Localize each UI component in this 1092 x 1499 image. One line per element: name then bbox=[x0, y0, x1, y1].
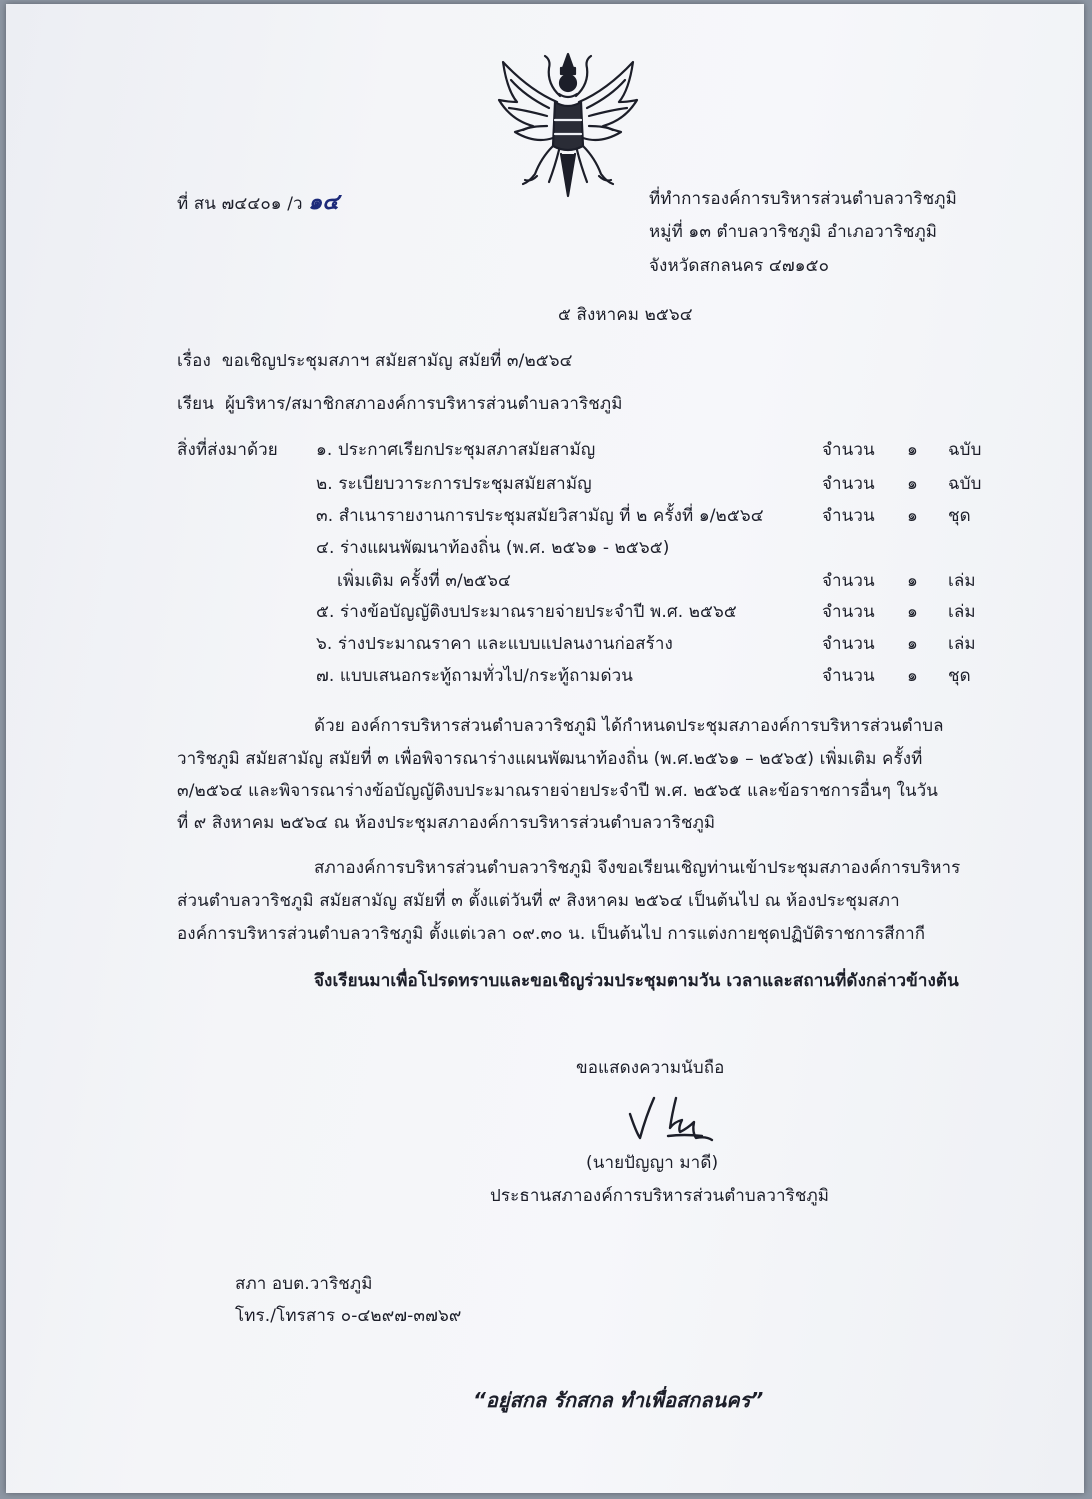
address-line-1: ที่ทำการองค์การบริหารส่วนตำบลวาริชภูมิ bbox=[649, 189, 957, 209]
subject-line bbox=[177, 347, 573, 374]
enclosure-qty: ๑ bbox=[907, 440, 918, 460]
enclosure-unit: เล่ม bbox=[948, 571, 976, 591]
recipient-label: เรียน bbox=[177, 394, 214, 414]
recipient-line bbox=[177, 390, 623, 417]
signer-name: (นายปัญญา มาดี) bbox=[586, 1153, 719, 1173]
letter-date: ๕ สิงหาคม ๒๕๖๔ bbox=[558, 305, 693, 325]
recipient-text: ผู้บริหาร/สมาชิกสภาองค์การบริหารส่วนตำบลวาริชภูมิ bbox=[224, 394, 623, 414]
enclosure-unit: ฉบับ bbox=[948, 474, 982, 494]
enclosure-unit: ฉบับ bbox=[948, 440, 982, 460]
enclosure-item: ๔. ร่างแผนพัฒนาท้องถิ่น (พ.ศ. ๒๕๖๑ - ๒๕๖๕) bbox=[316, 538, 670, 558]
paragraph-line: องค์การบริหารส่วนตำบลวาริชภูมิ ตั้งแต่เวลา ๐๙.๓๐ น. เป็นต้นไป การแต่งกายชุดปฏิบัติราชการสีกากี bbox=[177, 924, 926, 944]
enclosure-qty-word: จำนวน bbox=[822, 602, 875, 622]
enclosure-qty-word: จำนวน bbox=[822, 571, 875, 591]
paragraph-line: ที่ ๙ สิงหาคม ๒๕๖๔ ณ ห้องประชุมสภาองค์การบริหารส่วนตำบลวาริชภูมิ bbox=[177, 813, 716, 833]
enclosure-qty: ๑ bbox=[907, 571, 918, 591]
enclosures-label: สิ่งที่ส่งมาด้วย bbox=[177, 440, 278, 460]
enclosure-unit: ชุด bbox=[948, 506, 971, 526]
subject-label: เรื่อง bbox=[177, 351, 211, 371]
paragraph-line: ๓/๒๕๖๔ และพิจารณาร่างข้อบัญญัติงบประมาณรายจ่ายประจำปี พ.ศ. ๒๕๖๕ และข้อราชการอื่นๆ ในวัน bbox=[177, 781, 939, 801]
office-phone: โทร./โทรสาร ๐-๔๒๙๗-๓๗๖๙ bbox=[235, 1306, 462, 1326]
enclosure-item: ๑. ประกาศเรียกประชุมสภาสมัยสามัญ bbox=[316, 440, 596, 460]
reference-prefix: ที่ สน ๗๔๔๐๑ /ว bbox=[177, 194, 303, 214]
paragraph-line: ด้วย องค์การบริหารส่วนตำบลวาริชภูมิ ได้กำหนดประชุมสภาองค์การบริหารส่วนตำบล bbox=[314, 716, 944, 736]
enclosure-item: ๒. ระเบียบวาระการประชุมสมัยสามัญ bbox=[316, 474, 592, 494]
enclosure-item: ๓. สำเนารายงานการประชุมสมัยวิสามัญ ที่ ๒ ครั้งที่ ๑/๒๕๖๔ bbox=[316, 506, 764, 526]
enclosure-qty: ๑ bbox=[907, 506, 918, 526]
paragraph-line: วาริชภูมิ สมัยสามัญ สมัยที่ ๓ เพื่อพิจารณาร่างแผนพัฒนาท้องถิ่น (พ.ศ.๒๕๖๑ – ๒๕๖๕) เพิ่มเติม ครั้งที่ bbox=[177, 749, 923, 769]
enclosure-qty: ๑ bbox=[907, 474, 918, 494]
enclosure-qty-word: จำนวน bbox=[822, 474, 875, 494]
closing-salutation: ขอแสดงความนับถือ bbox=[576, 1058, 725, 1078]
enclosure-unit: ชุด bbox=[948, 666, 971, 686]
enclosure-qty-word: จำนวน bbox=[822, 506, 875, 526]
enclosure-unit: เล่ม bbox=[948, 634, 976, 654]
enclosure-qty: ๑ bbox=[907, 666, 918, 686]
enclosure-item-continued: เพิ่มเติม ครั้งที่ ๓/๒๕๖๔ bbox=[337, 571, 511, 591]
address-line-3: จังหวัดสกลนคร ๔๗๑๕๐ bbox=[649, 256, 830, 276]
address-line-2: หมู่ที่ ๑๓ ตำบลวาริชภูมิ อำเภอวาริชภูมิ bbox=[649, 222, 938, 242]
signer-title: ประธานสภาองค์การบริหารส่วนตำบลวาริชภูมิ bbox=[490, 1186, 830, 1206]
handwritten-signature-icon bbox=[622, 1092, 722, 1146]
enclosure-qty-word: จำนวน bbox=[822, 634, 875, 654]
enclosure-item: ๕. ร่างข้อบัญญัติงบประมาณรายจ่ายประจำปี พ.ศ. ๒๕๖๕ bbox=[316, 602, 737, 622]
enclosure-item: ๖. ร่างประมาณราคา และแบบแปลนงานก่อสร้าง bbox=[316, 634, 673, 654]
slogan: “อยู่สกล รักสกล ทำเพื่อสกลนคร” bbox=[473, 1388, 764, 1412]
enclosure-qty: ๑ bbox=[907, 634, 918, 654]
handwritten-number: ๑๔ bbox=[308, 190, 340, 215]
garuda-emblem-icon bbox=[489, 50, 647, 200]
reference-number bbox=[177, 184, 339, 219]
enclosure-qty: ๑ bbox=[907, 602, 918, 622]
paragraph-line: ส่วนตำบลวาริชภูมิ สมัยสามัญ สมัยที่ ๓ ตั้งแต่วันที่ ๙ สิงหาคม ๒๕๖๔ เป็นต้นไป ณ ห้องประชุมสภา bbox=[177, 891, 900, 911]
letter-page bbox=[6, 4, 1084, 1493]
paragraph-line: สภาองค์การบริหารส่วนตำบลวาริชภูมิ จึงขอเรียนเชิญท่านเข้าประชุมสภาองค์การบริหาร bbox=[314, 858, 961, 878]
subject-text: ขอเชิญประชุมสภาฯ สมัยสามัญ สมัยที่ ๓/๒๕๖๔ bbox=[221, 351, 573, 371]
office-name: สภา อบต.วาริชภูมิ bbox=[235, 1274, 373, 1294]
enclosure-qty-word: จำนวน bbox=[822, 666, 875, 686]
enclosure-qty-word: จำนวน bbox=[822, 440, 875, 460]
closing-paragraph: จึงเรียนมาเพื่อโปรดทราบและขอเชิญร่วมประชุมตามวัน เวลาและสถานที่ดังกล่าวข้างต้น bbox=[314, 971, 959, 991]
enclosure-item: ๗. แบบเสนอกระทู้ถามทั่วไป/กระทู้ถามด่วน bbox=[316, 666, 633, 686]
enclosure-unit: เล่ม bbox=[948, 602, 976, 622]
